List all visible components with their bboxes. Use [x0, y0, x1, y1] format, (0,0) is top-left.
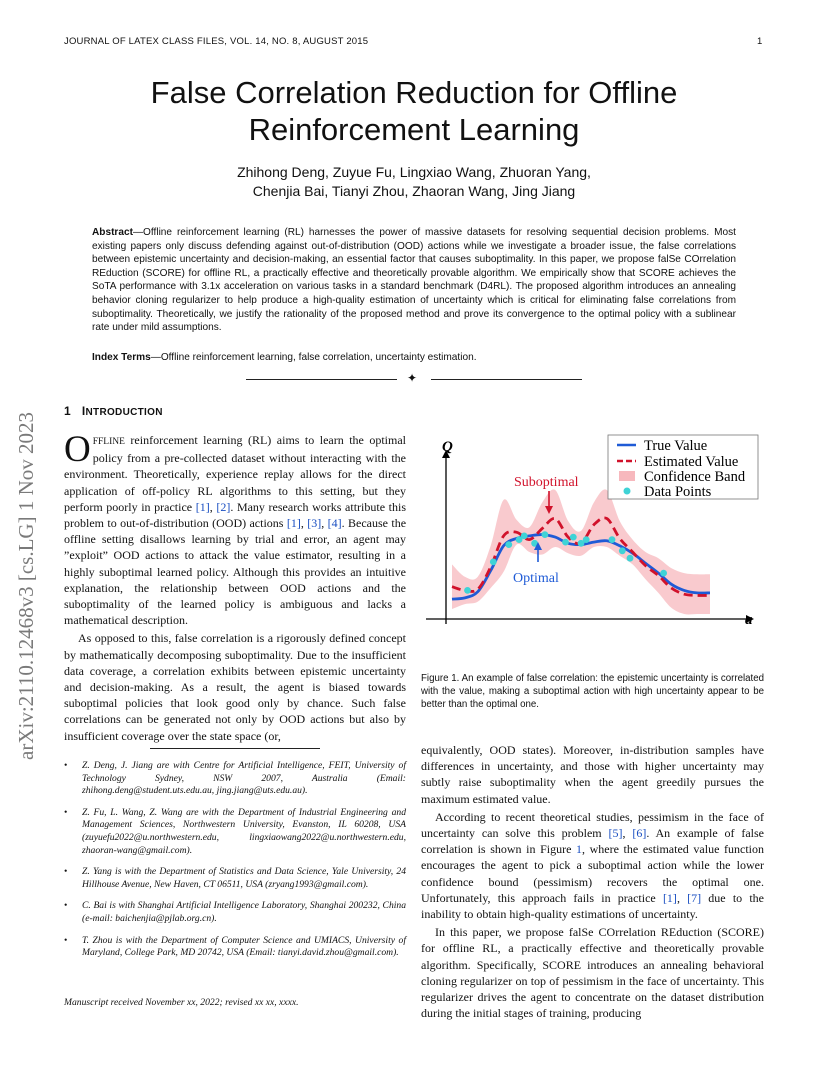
citation-separator: , — [209, 499, 217, 514]
footnote-item — [64, 900, 406, 925]
index-terms — [92, 352, 736, 363]
intro-paragraph-2: As opposed to this, false correlation is a rigorously defined concept by mathematically decomposing suboptimality. Due to the insufficient data coverage, a correlation exhibits between epistemic uncertainty and decision-making. As a result, the agent is biased towards suboptimal policies that look good only by chance. Such false correlations can be generated not only by OOD actions but also by insufficient coverage over the state space (or, — [64, 631, 406, 743]
legend-data-points-swatch — [624, 488, 631, 495]
data-point — [505, 541, 512, 548]
paper-title — [0, 74, 828, 148]
citation-link[interactable]: [7] — [687, 890, 702, 905]
legend-confidence-band-label: Confidence Band — [644, 469, 746, 485]
arxiv-id-text: arXiv:2110.12468v3 [cs.LG] 1 Nov 2023 — [14, 411, 38, 760]
authors-line-1: Zhihong Deng, Zuyue Fu, Lingxiao Wang, Zhuoran Yang, — [237, 164, 591, 180]
footnote-text: T. Zhou is with the Department of Computer Science and UMIACS, University of Maryland, College Park, MD 20742, USA (Email: tianyi.david.zhou@gmail.com). — [82, 934, 406, 959]
bullet-icon: • — [64, 934, 68, 946]
dropcap-letter: O — [64, 429, 91, 470]
citation-separator: , — [321, 516, 328, 531]
citation-link[interactable]: [4] — [327, 516, 342, 531]
left-column-body — [64, 429, 407, 744]
legend-confidence-band-swatch — [619, 471, 635, 481]
citation-separator: , — [622, 826, 633, 841]
annotation-optimal: Optimal — [513, 571, 559, 586]
footnote-item — [64, 866, 406, 891]
figure-reference-link[interactable]: 1 — [576, 842, 583, 857]
data-point — [464, 587, 471, 594]
page-number: 1 — [757, 36, 763, 47]
abstract-label: Abstract — [92, 227, 133, 238]
plot-area — [452, 489, 710, 614]
figure-caption: Figure 1. An example of false correlation: the epistemic uncertainty is correlated with the value, making a suboptimal action with high uncertainty appear to be better than the optimal one. — [421, 673, 764, 710]
title-line-1: False Correlation Reduction for Offline — [150, 75, 678, 110]
data-point — [619, 547, 626, 554]
footnote-text: Z. Deng, J. Jiang are with Centre for Artificial Intelligence, FEIT, University of Technology Sydney, NSW 2007, Australia (Email: zhihong.deng@student.uts.edu.au, jing.jiang@uts.edu.au). — [82, 760, 406, 797]
footnote-rule — [150, 748, 320, 749]
citation-link[interactable]: [1] — [286, 516, 301, 531]
section-number: 1 — [64, 404, 71, 418]
author-list — [0, 163, 828, 201]
running-head: JOURNAL OF LATEX CLASS FILES, VOL. 14, NO. 8, AUGUST 2015 — [64, 36, 369, 47]
data-point — [521, 533, 528, 540]
bullet-icon: • — [64, 900, 68, 912]
section-divider — [246, 372, 584, 386]
data-point — [542, 531, 549, 538]
bullet-icon: • — [64, 760, 68, 771]
intro-paragraph-1 — [64, 429, 407, 628]
data-point — [583, 536, 590, 543]
right-paragraph-0: equivalently, OOD states). Moreover, in-distribution samples have differences in uncertainty, and those with higher uncertainty may subtly raise suboptimality when the agent greedily pursues the maximum estimated value. — [421, 743, 764, 806]
bullet-icon: • — [64, 866, 68, 878]
confidence-band-area — [452, 489, 710, 614]
annotation-suboptimal: Suboptimal — [514, 475, 579, 490]
x-axis-label: a — [745, 612, 753, 628]
footnote-item — [64, 807, 406, 857]
citation-separator: , — [676, 890, 688, 905]
footnote-text: C. Bai is with Shanghai Artificial Intelligence Laboratory, Shanghai 200232, China (e-mail: baichenjia@pjlab.org.cn). — [82, 900, 406, 924]
arxiv-identifier — [14, 290, 44, 760]
data-point — [627, 555, 634, 562]
divider-line-right — [431, 379, 582, 380]
figure-1-chart — [420, 428, 764, 646]
right-p1-text-c: , where the estimated value function encourages the agent to pick a suboptimal action while the lower confidence bound (pessimism) recovers the optimal one. Unfortunately, this approach fails in practice — [421, 842, 764, 905]
citation-link[interactable]: [2] — [216, 499, 231, 514]
footnote-item — [64, 935, 406, 960]
right-p1-text-a: According to recent theoretical studies, pessimism in the face of uncertainty can solve this problem — [421, 809, 764, 841]
citation-link[interactable]: [5] — [608, 826, 623, 841]
footnote-text: Z. Fu, L. Wang, Z. Wang are with the Department of Industrial Engineering and Management Sciences, Northwestern University, Evanston, IL 60208, USA (zuyuefu2022@u.northwestern.edu, lingxiaowang2022@u.northwestern.edu, zhaoran-wang@gmail.com). — [82, 806, 406, 856]
section-heading — [64, 404, 163, 418]
section-title-initial: I — [81, 404, 86, 418]
manuscript-note: Manuscript received November xx, 2022; revised xx xx, xxxx. — [64, 997, 299, 1008]
abstract — [92, 226, 736, 335]
citation-link[interactable]: [1] — [195, 499, 210, 514]
data-point — [562, 539, 569, 546]
section-title-rest: NTRODUCTION — [85, 407, 163, 418]
divider-line-left — [246, 379, 397, 380]
affiliation-footnotes — [64, 760, 406, 969]
legend-data-points-label: Data Points — [644, 484, 712, 500]
intro-p1-text-c: . Because the offline setting disallows learning by trial and error, an agent may ”exploit” OOD actions to attack the value estimator, resulting in a highly suboptimal learned policy. Although this provides an intuitive explanation, the relationship between OOD actions and the suboptimality of the learned policy is ambiguous and lacks a mathematical description. — [64, 516, 407, 628]
right-p1-text-d: due to the inability to obtain high-quality estimations of uncertainty. — [421, 890, 765, 922]
citation-separator: , — [300, 516, 308, 531]
data-point — [660, 570, 667, 577]
legend-estimated-value-label: Estimated Value — [644, 454, 739, 470]
y-axis-label: Q — [442, 439, 453, 455]
right-paragraph-2: In this paper, we propose falSe COrrelation REduction (SCORE) for offline RL, a practically effective and theoretically provable algorithm. Specifically, SCORE introduces an annealing behavioral cloning regularizer on top of pessimism in the face of uncertainty. This regularizer drives the agent to concentrate on the dataset distribution during the initial stages of training, producing — [421, 925, 764, 1021]
legend-true-value-label: True Value — [644, 438, 708, 454]
intro-p1-text-a: reinforcement learning (RL) aims to learn the optimal policy from a pre-collected dataset without interacting with the environment. Theoretically, experience replay allows for the direct application of off-policy RL algorithms to this setting, but they perform poorly in practice — [64, 433, 406, 514]
authors-line-2: Chenjia Bai, Tianyi Zhou, Zhaoran Wang, Jing Jiang — [252, 183, 576, 199]
right-column-body — [421, 742, 764, 1021]
data-point — [609, 536, 616, 543]
citation-link[interactable]: [6] — [632, 826, 647, 841]
index-terms-label: Index Terms — [92, 352, 151, 363]
footnote-text: Z. Yang is with the Department of Statistics and Data Science, Yale University, 24 Hillhouse Avenue, New Haven, CT 06511, USA (zryang1993@gmail.com). — [82, 866, 406, 890]
intro-p1-text-b: . Many research works attribute this problem to out-of-distribution (OOD) actions — [64, 499, 406, 531]
citation-link[interactable]: [1] — [662, 890, 677, 905]
data-point — [570, 534, 577, 541]
right-paragraph-1 — [421, 809, 764, 922]
footnote-item — [64, 760, 406, 798]
right-p1-text-b: . An example of false correlation is shown in Figure — [421, 826, 764, 857]
abstract-text: —Offline reinforcement learning (RL) harnesses the power of massive datasets for resolving sequential decision problems. Most existing papers only discuss defending against out-of-distribution (OOD) actions while we investigate a broader issue, the false correlations between epistemic uncertainty and decision-making, an essential factor that causes suboptimality. In this paper, we propose falSe COrrelation REduction (SCORE) for offline RL, a practically effective and theoretically provable algorithm. We empirically show that SCORE achieves the SoTA performance with 3.1x acceleration on various tasks in a standard benchmark (D4RL). The proposed algorithm introduces an annealing behavior cloning regularizer to help produce a high-quality estimation of uncertainty which is critical for eliminating false correlations from suboptimality. Theoretically, we justify the rationality of the proposed method and prove its convergence to the optimal policy with a sublinear rate under mild assumptions. — [92, 227, 736, 334]
dropcap-smallcaps: FFLINE — [92, 437, 125, 447]
index-terms-text: —Offline reinforcement learning, false correlation, uncertainty estimation. — [150, 352, 477, 363]
divider-star-icon: ✦ — [407, 371, 418, 385]
bullet-icon: • — [64, 806, 68, 818]
data-point — [490, 559, 497, 566]
title-line-2: Reinforcement Learning — [248, 112, 580, 147]
citation-link[interactable]: [3] — [307, 516, 322, 531]
